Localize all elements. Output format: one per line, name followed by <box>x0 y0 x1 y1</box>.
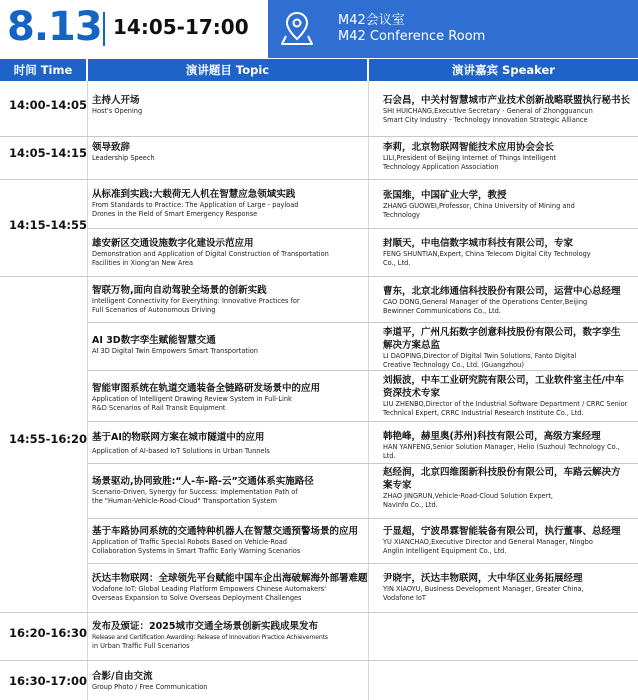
page-header <box>0 0 638 58</box>
session-topic <box>92 188 368 219</box>
speaker-cn: 石会昌，中关村智慧城市产业技术创新战略联盟执行秘书长 <box>383 95 631 106</box>
topic-title-cn: 发布及颁证：2025城市交通全场景创新实践成果发布 <box>92 621 318 632</box>
speaker-cn: 于显超，宁波昂霖智能装备有限公司，执行董事、总经理 <box>383 526 621 537</box>
topic-title-cn: 智联万物,面向自动驾驶全场景的创新实践 <box>92 285 267 296</box>
topic-title-en: Overseas Expansion to Solve Overseas Deployment Challenges <box>92 594 302 602</box>
speaker-en: ZHAO JINGRUN,Vehicle-Road-Cloud Solution Expert, <box>383 492 553 500</box>
topic-title-en: Full Scenarios of Autonomous Driving <box>92 306 216 314</box>
session-speaker <box>383 466 638 510</box>
speaker-cn: 韩艳峰，赫里奥(苏州)科技有限公司，高级方案经理 <box>383 431 601 442</box>
row-divider <box>0 612 638 613</box>
column-header-topic: 演讲题目 Topic <box>88 59 367 81</box>
speaker-en: NavInfo Co., Ltd. <box>383 501 438 509</box>
speaker-en: FENG SHUNTIAN,Expert, China Telecom Digital City Technology <box>383 250 591 258</box>
speaker-en: LIU ZHENBO,Director of the Industrial Software Department / CRRC Senior <box>383 400 628 408</box>
column-header-time: 时间 Time <box>0 59 86 81</box>
topic-title-en: Demonstration and Application of Digital Construction of Transportation <box>92 250 329 258</box>
topic-title-en: Leadership Speech <box>92 154 155 162</box>
session-speaker <box>383 141 638 172</box>
session-speaker <box>383 285 638 316</box>
row-divider <box>88 370 638 371</box>
header-divider <box>103 12 105 46</box>
room-banner <box>268 0 638 58</box>
event-date: 8.13 <box>7 4 102 50</box>
session-topic <box>92 572 368 603</box>
speaker-en: LILI,President of Beijing Internet of Things Intelligent <box>383 154 557 162</box>
topic-title-cn: AI 3D数字孪生赋能智慧交通 <box>92 335 216 346</box>
session-time: 14:55-16:20 <box>9 432 87 446</box>
topic-title-cn: 从标准到实践:大载荷无人机在智慧应急领域实践 <box>92 189 296 200</box>
column-divider <box>368 81 369 700</box>
column-header-speaker: 演讲嘉宾 Speaker <box>369 59 638 81</box>
speaker-en: HAN YANFENG,Senior Solution Manager, Helio (Suzhou) Technology Co., <box>383 443 620 451</box>
topic-title-cn: 基于AI的物联网方案在城市隧道中的应用 <box>92 432 265 443</box>
row-divider <box>88 228 638 229</box>
topic-title-en: Application of AI-based IoT Solutions in Urban Tunnels <box>92 447 270 455</box>
session-topic <box>92 141 368 163</box>
speaker-en: Creative Technology Co., Ltd. (Guangzhou) <box>383 361 524 369</box>
session-topic <box>92 382 368 413</box>
topic-title-en: Release and Certification Awarding: Release of Innovation Practice Achievements <box>92 634 328 641</box>
session-time: 16:30-17:00 <box>9 674 87 688</box>
speaker-en: SHI HUICHANG,Executive Secretary - General of Zhongguancun <box>383 107 593 115</box>
topic-title-en: in Urban Traffic Full Scenarios <box>92 642 190 650</box>
speaker-cn: 案专家 <box>383 480 412 491</box>
speaker-en: ZHANG GUOWEI,Professor, China University of Mining and <box>383 202 575 210</box>
session-topic <box>92 475 368 506</box>
topic-title-en: Vodafone IoT: Global Leading Platform Empowers Chinese Automakers' <box>92 585 327 593</box>
speaker-cn: 刘振波，中车工业研究院有限公司，工业软件室主任/中车 <box>383 375 624 386</box>
session-time: 16:20-16:30 <box>9 626 87 640</box>
speaker-en: Smart City Industry - Technology Innovation Strategic Alliance <box>383 116 588 124</box>
row-divider <box>88 322 638 323</box>
session-time: 14:15-14:55 <box>9 218 87 232</box>
topic-title-en: AI 3D Digital Twin Empowers Smart Transportation <box>92 347 258 355</box>
speaker-cn: 李道平，广州凡拓数字创意科技股份有限公司，数字孪生 <box>383 327 621 338</box>
speaker-cn: 封顺天，中电信数字城市科技有限公司，专家 <box>383 238 574 249</box>
session-speaker <box>383 430 638 461</box>
topic-title-cn: 雄安新区交通设施数字化建设示范应用 <box>92 238 254 249</box>
topic-title-cn: 合影/自由交流 <box>92 671 153 682</box>
speaker-en: LI DAOPING,Director of Digital Twin Solutions, Fanto Digital <box>383 352 577 360</box>
row-divider <box>0 179 638 180</box>
session-speaker <box>383 326 638 370</box>
table-header <box>0 59 638 81</box>
topic-title-cn: 基于车路协同系统的交通特种机器人在智慧交通预警场景的应用 <box>92 526 359 537</box>
speaker-cn: 尹晓宇，沃达丰物联网，大中华区业务拓展经理 <box>383 573 583 584</box>
row-divider <box>88 463 638 464</box>
session-topic <box>92 284 368 315</box>
speaker-cn: 李莉，北京物联网智能技术应用协会会长 <box>383 142 555 153</box>
topic-title-cn: 沃达丰物联网：全球领先平台赋能中国车企出海破解海外部署难题 <box>92 573 368 584</box>
session-topic <box>92 525 368 556</box>
row-divider <box>0 660 638 661</box>
speaker-cn: 资深技术专家 <box>383 388 441 399</box>
column-divider <box>87 81 88 700</box>
topic-title-en: Application of Traffic Special Robots Based on Vehicle-Road <box>92 538 287 546</box>
session-speaker <box>383 237 638 268</box>
topic-title-en: Intelligent Connectivity for Everything: Innovative Practices for <box>92 297 300 305</box>
topic-title-en: Collaboration Systems in Smart Traffic Early Warning Scenarios <box>92 547 301 555</box>
location-map-icon <box>280 10 314 46</box>
speaker-en: CAO DONG,General Manager of the Operations Center,Beijing <box>383 298 588 306</box>
topic-title-en: Application of Intelligent Drawing Review System in Full-Link <box>92 395 292 403</box>
topic-title-en: Drones in the Field of Smart Emergency Response <box>92 210 258 218</box>
session-topic <box>92 431 368 456</box>
speaker-en: Co., Ltd. <box>383 259 411 267</box>
topic-title-en: Group Photo / Free Communication <box>92 683 208 691</box>
speaker-en: Technical Expert, CRRC Industrial Research Institute Co., Ltd. <box>383 409 584 417</box>
session-topic <box>92 237 368 268</box>
session-topic <box>92 620 367 651</box>
room-name-cn: M42会议室 <box>338 13 405 28</box>
speaker-cn: 赵经润，北京四维图新科技股份有限公司，车路云解决方 <box>383 467 621 478</box>
topic-title-cn: 领导致辞 <box>92 142 131 153</box>
session-topic <box>92 670 368 692</box>
topic-title-en: Facilities in Xiong'an New Area <box>92 259 193 267</box>
speaker-cn: 曹东，北京北纬通信科技股份有限公司，运营中心总经理 <box>383 286 621 297</box>
session-speaker <box>383 374 638 418</box>
speaker-en: Anglin Intelligent Equipment Co., Ltd. <box>383 547 507 555</box>
topic-title-en: R&D Scenarios of Rail Transit Equipment <box>92 404 226 412</box>
room-name-en: M42 Conference Room <box>338 29 486 44</box>
topic-title-en: From Standards to Practice: The Application of Large - payload <box>92 201 299 209</box>
session-speaker <box>383 94 638 125</box>
row-divider <box>88 421 638 422</box>
speaker-en: Vodafone IoT <box>383 594 426 602</box>
topic-title-cn: 场景驱动,协同致胜:“人-车-路-云”交通体系实施路径 <box>92 476 314 487</box>
row-divider <box>88 518 638 519</box>
session-topic <box>92 334 368 356</box>
topic-title-en: Host's Opening <box>92 107 143 115</box>
speaker-en: YIN XIAOYU, Business Development Manager, Greater China, <box>383 585 584 593</box>
session-time: 14:00-14:05 <box>9 98 87 112</box>
speaker-cn: 解决方案总监 <box>383 340 441 351</box>
speaker-cn: 张国维，中国矿业大学，教授 <box>383 190 507 201</box>
row-divider <box>88 563 638 564</box>
speaker-en: Technology <box>383 211 420 219</box>
topic-title-en: the "Human-Vehicle-Road-Cloud" Transportation System <box>92 497 277 505</box>
topic-title-cn: 智能审图系统在轨道交通装备全链路研发场景中的应用 <box>92 383 321 394</box>
session-time: 14:05-14:15 <box>9 146 87 160</box>
session-topic <box>92 94 368 116</box>
session-speaker <box>383 572 638 603</box>
speaker-en: Bewinner Communications Co., Ltd. <box>383 307 501 315</box>
topic-title-en: Scenario-Driven, Synergy for Success: Implementation Path of <box>92 488 298 496</box>
speaker-en: Technology Application Association <box>383 163 499 171</box>
topic-title-cn: 主持人开场 <box>92 95 140 106</box>
row-divider <box>0 276 638 277</box>
session-speaker <box>383 189 638 220</box>
speaker-en: Ltd. <box>383 452 396 460</box>
session-speaker <box>383 525 638 556</box>
speaker-en: YU XIANCHAO,Executive Director and General Manager, Ningbo <box>383 538 593 546</box>
row-divider <box>0 136 638 137</box>
event-time-range: 14:05-17:00 <box>113 15 249 39</box>
